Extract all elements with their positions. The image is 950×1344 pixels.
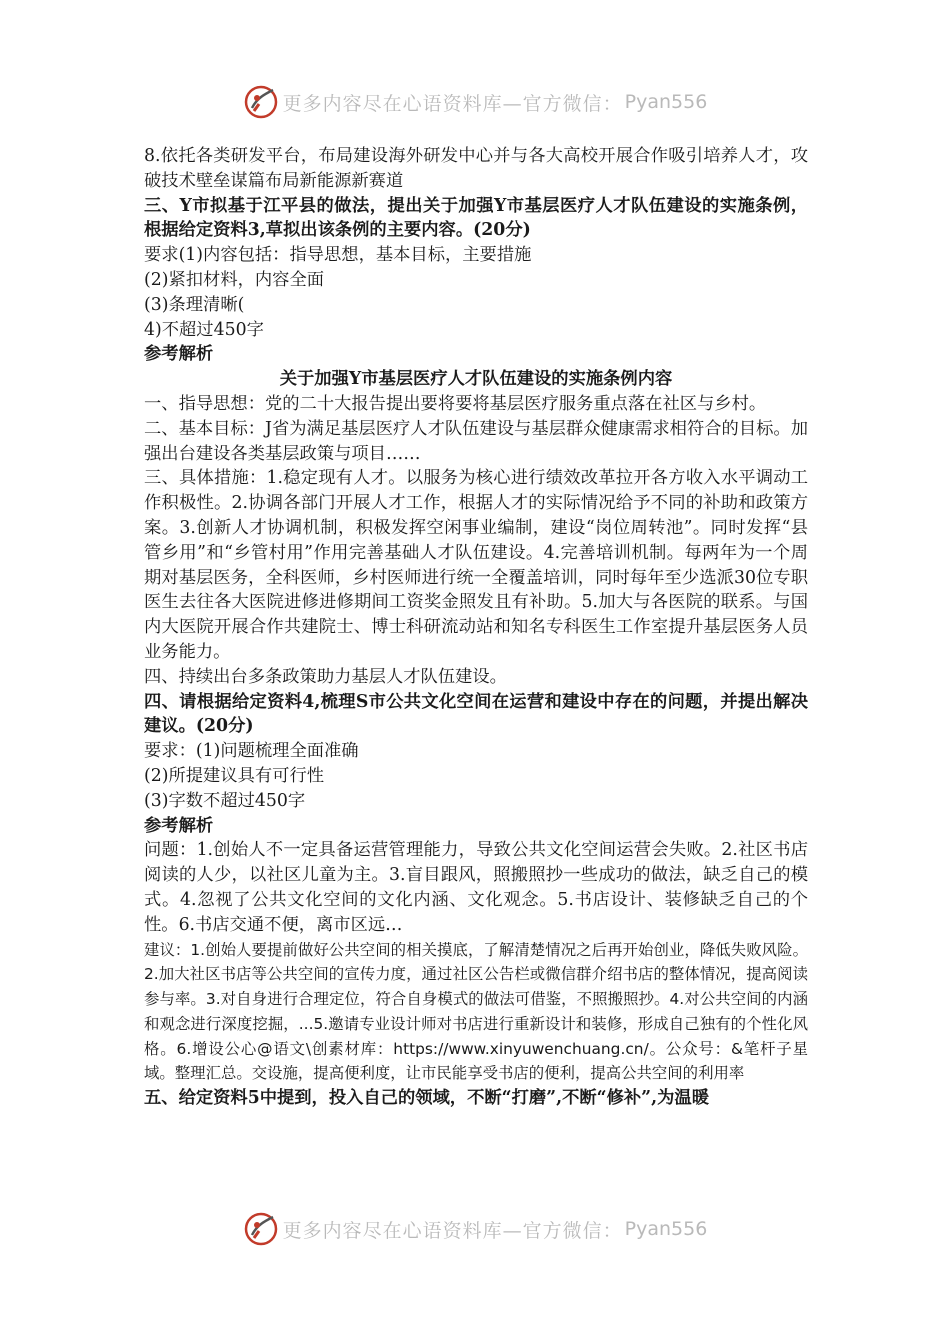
requirement-line: 要求(1)内容包括：指导思想，基本目标，主要措施 [144, 245, 532, 266]
banner-text: 更多内容尽在心语资料库—官方微信： [282, 92, 623, 115]
answer-title: 关于加强Y市基层医疗人才队伍建设的实施条例内容 [279, 369, 673, 390]
requirement-line: 要求：(1)问题梳理全面准确 [144, 741, 359, 762]
banner-wechat-id: Pyan556 [624, 1218, 708, 1240]
question-4-heading: 四、请根据给定资料4,梳理S市公共文化空间在运营和建设中存在的问题，并提出解决建议。(20分) [144, 691, 808, 737]
question-5-heading: 五、给定资料5中提到，投入自己的领域，不断“打磨”,不断“修补”,为温暖 [144, 1088, 709, 1109]
requirement-line: (2)紧扣材料，内容全面 [144, 269, 325, 290]
reference-analysis-label: 参考解析 [144, 344, 214, 365]
answer-paragraph: 三、具体措施：1.稳定现有人才。以服务为核心进行绩效改革拉开各方收入水平调动工作积极性。2.协调各部门开展人才工作，根据人才的实际情况给予不同的补助和政策方案。3.创新人才协调机制，积极发挥空闲事业编制，建设“岗位周转池”。同时发挥“县管乡用”和“乡管村用”作用完善基础人才队伍建设。4.完善培训机制。每两年为一个周期对基层医务，全科医师，乡村医师进行统一全覆盖培训，同时每年至少选派30位专职医生去往各大医院进修进修期间工资奖金照发且有补助。5.加大与各医院的联系。与国内大医院开展合作共建院士、博士科研流动站和知名专科医生工作室提升基层医务人员业务能力。 [144, 468, 808, 662]
logo-icon [243, 1211, 279, 1247]
requirement-line: 4)不超过450字 [144, 319, 264, 340]
question-3-heading: 三、Y市拟基于江平县的做法，提出关于加强Y市基层医疗人才队伍建设的实施条例，根据给定资料3,草拟出该条例的主要内容。(20分) [144, 195, 808, 241]
requirement-line: (3)字数不超过450字 [144, 790, 306, 811]
requirement-line: (2)所提建议具有可行性 [144, 765, 325, 786]
document-body [144, 144, 808, 1111]
answer-paragraph: 二、基本目标：J省为满足基层医疗人才队伍建设与基层群众健康需求相符合的目标。加强出台建设各类基层政策与项目…… [144, 418, 808, 464]
requirement-line: (3)条理清晰( [144, 294, 245, 315]
banner-wechat-id: Pyan556 [624, 91, 708, 113]
footer-banner [0, 1207, 950, 1251]
paragraph: 8.依托各类研发平台，布局建设海外研发中心并与各大高校开展合作吸引培养人才，攻破技术壁垒谋篇布局新能源新赛道 [144, 146, 808, 191]
banner-text: 更多内容尽在心语资料库—官方微信： [282, 1219, 623, 1242]
answer-paragraph: 四、持续出台多条政策助力基层人才队伍建设。 [144, 666, 507, 687]
header-banner [0, 80, 950, 124]
answer-paragraph: 建议：1.创始人要提前做好公共空间的相关摸底，了解清楚情况之后再开始创业，降低失败风险。2.加大社区书店等公共空间的宣传力度，通过社区公告栏或微信群介绍书店的整体情况，提高阅读参与率。3.对自身进行合理定位，符合自身模式的做法可借鉴，不照搬照抄。4.对公共空间的内涵和观念进行深度挖掘，...5.邀请专业设计师对书店进行重新设计和装修，形成自己独有的个性化风格。6.增设公心@语文\创素材库：https://www.xinyuwenchuang.cn/。公众号：&笔杆子星域。整理汇总。交设施，提高便利度，让市民能享受书店的便利，提高公共空间的利用率 [144, 940, 808, 1083]
answer-paragraph: 一、指导思想：党的二十大报告提出要将要将基层医疗服务重点落在社区与乡村。 [144, 393, 767, 414]
answer-paragraph: 问题：1.创始人不一定具备运营管理能力，导致公共文化空间运营会失败。2.社区书店阅读的人少，以社区儿童为主。3.盲目跟风，照搬照抄一些成功的做法，缺乏自己的模式。4.忽视了公共文化空间的文化内涵、文化观念。5.书店设计、装修缺乏自己的个性。6.书店交通不便，离市区远… [144, 840, 808, 935]
reference-analysis-label: 参考解析 [144, 815, 214, 836]
logo-icon [243, 84, 279, 120]
